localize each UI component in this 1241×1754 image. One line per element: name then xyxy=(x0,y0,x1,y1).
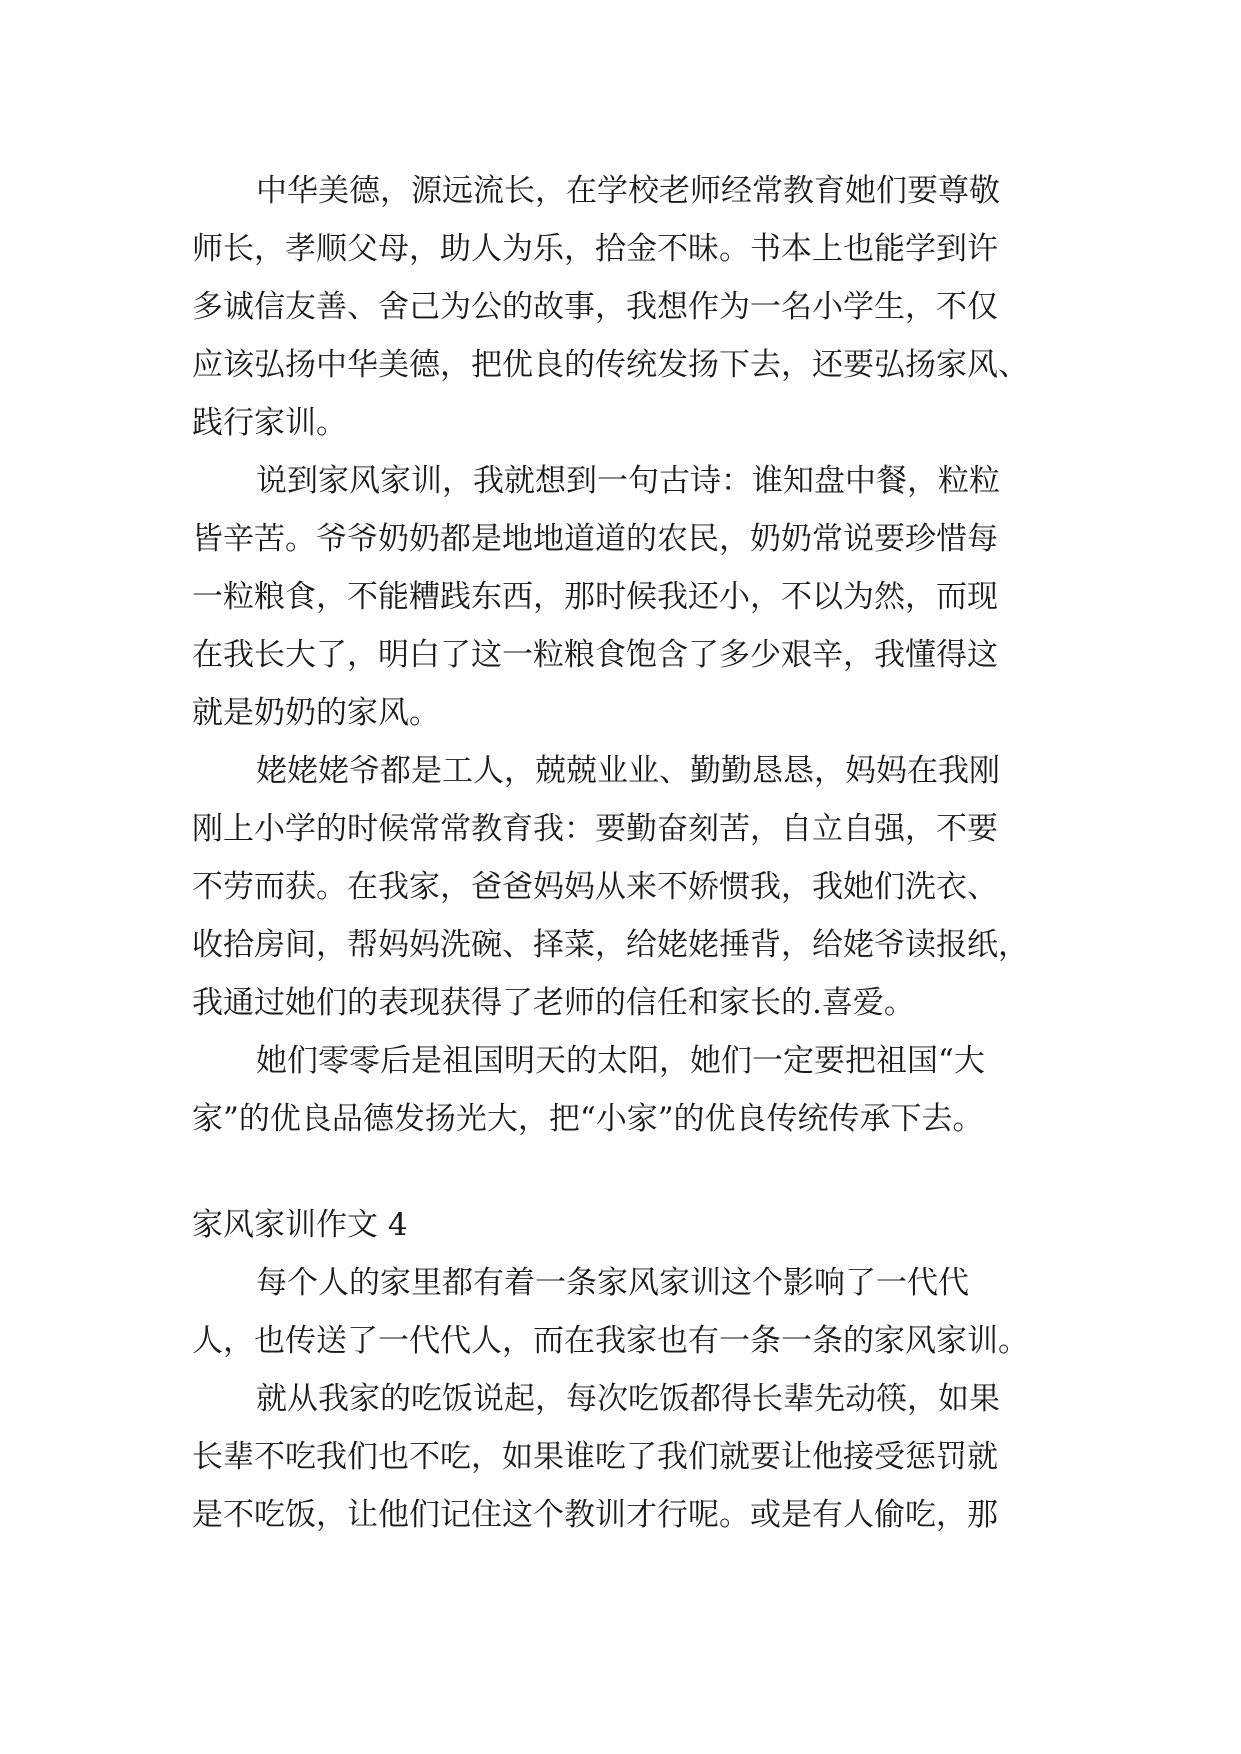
paragraph-line: 说到家风家训，我就想到一句古诗：谁知盘中餐，粒粒 xyxy=(256,463,1000,499)
paragraph-line: 不劳而获。在我家，爸爸妈妈从来不娇惯我，我她们洗衣、 xyxy=(192,869,998,905)
paragraph-line: 一粒粮食，不能糟践东西，那时候我还小，不以为然，而现 xyxy=(192,579,998,615)
paragraph-line: 多诚信友善、舍己为公的故事，我想作为一名小学生，不仅 xyxy=(192,289,998,325)
paragraph-line: 人，也传送了一代代人，而在我家也有一条一条的家风家训。 xyxy=(192,1323,1029,1359)
paragraph-line: 在我长大了，明白了这一粒粮食饱含了多少艰辛，我懂得这 xyxy=(192,637,998,673)
paragraph-line: 中华美德，源远流长，在学校老师经常教育她们要尊敬 xyxy=(256,173,1000,209)
paragraph-line: 我通过她们的表现获得了老师的信任和家长的.喜爱。 xyxy=(192,985,915,1021)
paragraph-line: 应该弘扬中华美德，把优良的传统发扬下去，还要弘扬家风、 xyxy=(192,347,1029,383)
section-heading: 家风家训作文 4 xyxy=(192,1207,408,1243)
paragraph-line: 是不吃饭，让他们记住这个教训才行呢。或是有人偷吃，那 xyxy=(192,1497,998,1533)
paragraph-line: 刚上小学的时候常常教育我：要勤奋刻苦，自立自强，不要 xyxy=(192,811,998,847)
paragraph-line: 她们零零后是祖国明天的太阳，她们一定要把祖国“大 xyxy=(256,1043,985,1079)
document-body xyxy=(192,162,1052,1544)
paragraph-line: 每个人的家里都有着一条家风家训这个影响了一代代 xyxy=(256,1265,969,1301)
section-gap xyxy=(192,1148,1052,1196)
paragraph-line: 师长，孝顺父母，助人为乐，拾金不昧。书本上也能学到许 xyxy=(192,231,998,267)
paragraph-line: 就是奶奶的家风。 xyxy=(192,695,440,731)
paragraph-line: 皆辛苦。爷爷奶奶都是地地道道的农民，奶奶常说要珍惜每 xyxy=(192,521,998,557)
paragraph-line: 长辈不吃我们也不吃，如果谁吃了我们就要让他接受惩罚就 xyxy=(192,1439,998,1475)
paragraph-line: 家”的优良品德发扬光大，把“小家”的优良传统传承下去。 xyxy=(192,1101,984,1137)
paragraph-line: 就从我家的吃饭说起，每次吃饭都得长辈先动筷，如果 xyxy=(256,1381,1000,1417)
paragraph-line: 收拾房间，帮妈妈洗碗、择菜，给姥姥捶背，给姥爷读报纸， xyxy=(192,927,1029,963)
paragraph-line: 姥姥姥爷都是工人，兢兢业业、勤勤恳恳，妈妈在我刚 xyxy=(256,753,1000,789)
paragraph-line: 践行家训。 xyxy=(192,405,347,441)
